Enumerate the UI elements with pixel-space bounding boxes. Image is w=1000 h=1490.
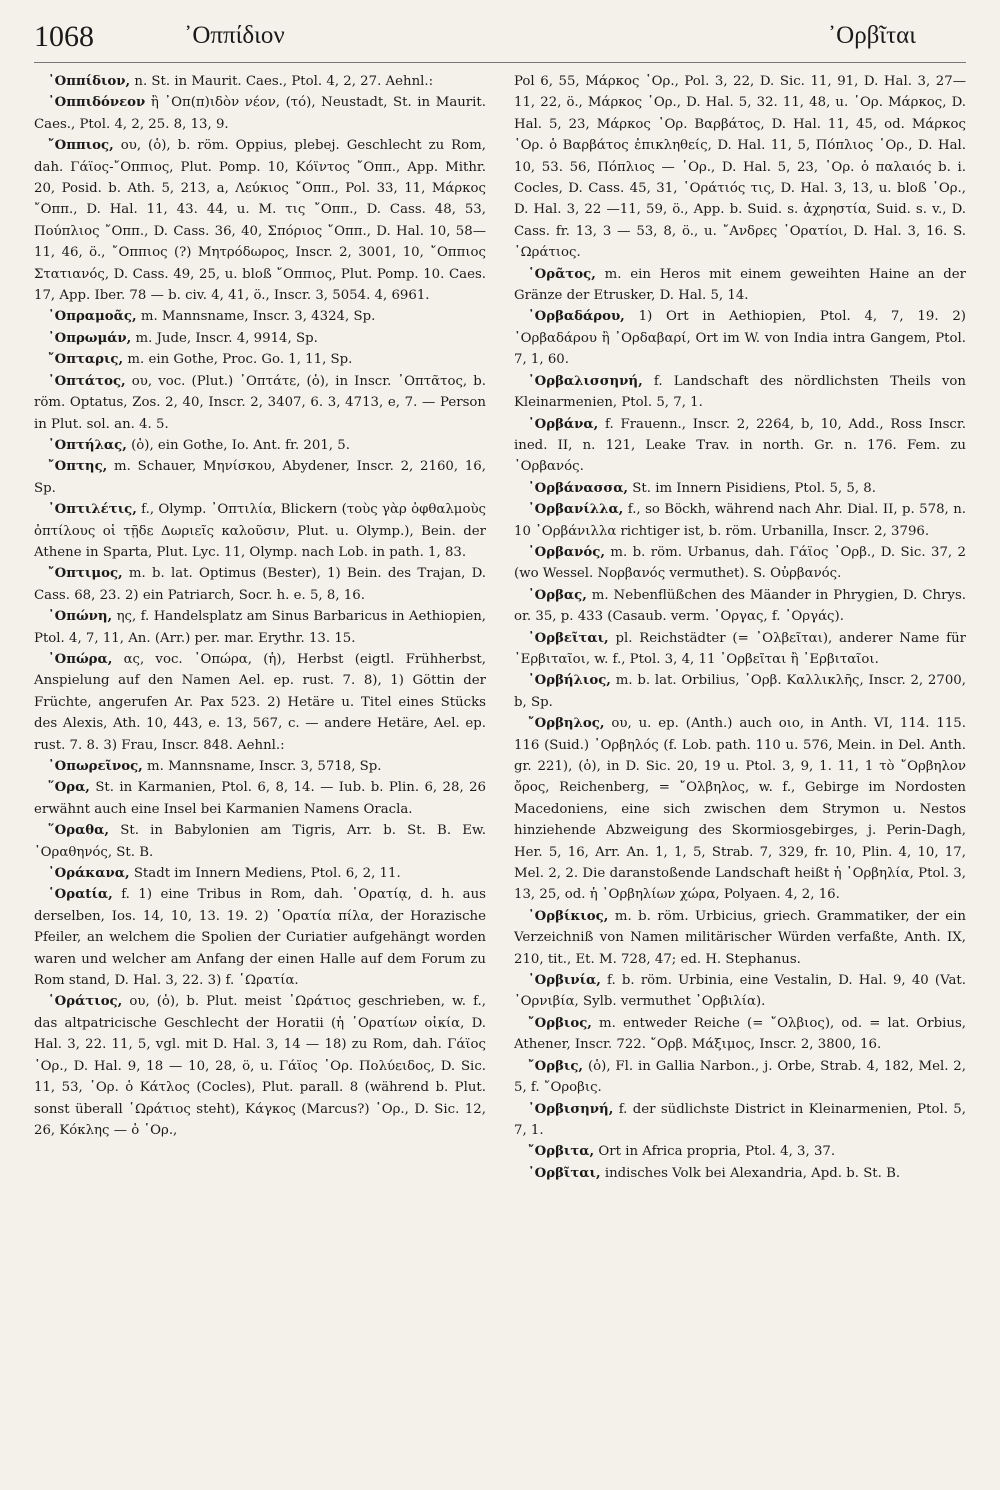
dictionary-entry — [34, 92, 486, 135]
dictionary-entry — [514, 1163, 966, 1184]
dictionary-entry — [34, 135, 486, 306]
entry-headword: ᾽Ορβῖται, — [528, 1165, 601, 1181]
entry-headword: ῎Οππιος, — [48, 138, 114, 154]
dictionary-entry — [514, 1141, 966, 1162]
entry-headword: ῎Ορβις, — [528, 1058, 584, 1074]
entry-text: 1) Ort in Aethiopien, Ptol. 4, 7, 19. 2) ᾽Ορβαδάρου ἢ ᾽Ορδαβαρί, Ort im W. von India intra Gangem, Ptol. 7, 1, 60. — [514, 309, 966, 368]
entry-headword: ᾽Οπώνη, — [48, 609, 113, 625]
entry-headword: ῎Ορβιτα, — [528, 1144, 595, 1160]
dictionary-entry — [514, 1013, 966, 1056]
entry-text: m. b. lat. Orbilius, ᾽Ορβ. Καλλικλῆς, Inscr. 2, 2700, b, Sp. — [514, 673, 966, 710]
entry-headword: ῾Οράτιος, — [48, 994, 123, 1010]
dictionary-entry — [514, 478, 966, 499]
dictionary-entry — [514, 970, 966, 1013]
entry-text: m. b. röm. Urbicius, griech. Grammatiker, der ein Verzeichniß von Namen militärischer Würden verfaßte, Anth. IX, 210, tit., Et. M. 728, 47; ed. H. Stephanus. — [514, 908, 966, 967]
entry-headword: ῎Οπτιμος, — [48, 566, 123, 582]
entry-headword: ᾽Οπτήλας, — [48, 437, 127, 453]
dictionary-entry — [514, 71, 966, 264]
entry-text: n. St. in Maurit. Caes., Ptol. 4, 2, 27. Aehnl.: — [130, 74, 434, 89]
entry-text: m. ein Gothe, Proc. Go. 1, 11, Sp. — [123, 352, 353, 368]
entry-headword: ᾽Ορβανός, — [528, 544, 605, 560]
dictionary-entry — [514, 585, 966, 628]
entry-headword: ᾽Ορβεῖται, — [528, 630, 609, 646]
dictionary-entry — [34, 863, 486, 884]
dictionary-entry — [34, 884, 486, 991]
entry-text: pl. Reichstädter (= ᾽Ολβεῖται), anderer Name für ᾽Ερβιταῖοι, w. f., Ptol. 3, 4, 11 ᾽Ορβεῖται ἢ ᾽Ερβιταῖοι. — [514, 630, 966, 667]
right-running-headword: ᾽Ορβῖται — [827, 22, 916, 49]
entry-headword: ᾽Ορβάνασσα, — [528, 480, 629, 496]
dictionary-entry — [34, 349, 486, 370]
entry-text: f., so Böckh, während nach Ahr. Dial. II, p. 578, n. 10 ᾽Ορβάνιλλα richtiger ist, b. röm. Urbanilla, Inscr. 2, 3796. — [514, 502, 966, 539]
entry-headword: ῞Οραθα, — [48, 823, 110, 839]
dictionary-entry — [514, 542, 966, 585]
entry-headword: ῾Οραtία, — [48, 887, 113, 903]
entry-text: St. im Innern Pisidiens, Ptol. 5, 5, 8. — [628, 480, 876, 496]
entry-headword: ᾽Οπώρα, — [48, 651, 113, 667]
entry-text: ου, (ὁ), b. röm. Oppius, plebej. Geschlecht zu Rom, dah. Γάϊος-῎Οππιος, Plut. Pomp. 10, Κόϊντος ῎Οππ., App. Mithr. 20, Posid. b. Ath. 5, 213, a, Λεύκιος ῎Οππ., Pol. 33, 11, Μάρκος ῎Οππ., D. Hal. 11, 43. 44, u. M. τις ῎Οππ., D. Cass. 48, 53, Πούπλιος ῎Οππ., D. Cass. 36, 40, Σπόριος ῎Οππ., D. Hal. 10, 58—11, 46, ö., ῎Οππιος (?) Μητρόδωρος, Inscr. 2, 3001, 10, ῎Οππιος Στατιανός, D. Cass. 49, 25, u. bloß ῎Οππιος, Plut. Pomp. 10. Caes. 17, App. Iber. 78 — b. civ. 4, 41, ö., Inscr. 3, 5054. 4, 6961. — [34, 138, 486, 304]
dictionary-entry — [34, 499, 486, 563]
page-header — [34, 18, 966, 63]
entry-headword: ᾽Ορβας, — [528, 587, 587, 603]
entry-text: Pol 6, 55, Μάρκος ῾Ορ., Pol. 3, 22, D. Sic. 11, 91, D. Hal. 3, 27—11, 22, ö., Μάρκος ῾Ορ., D. Hal. 5, 32. 11, 48, u. ῾Ορ. Μάρκος, D. Hal. 5, 23, Μάρκος ῾Ορ. Βαρβάτος, D. Hal. 11, 45, od. Μάρκος ῾Ορ. ὁ Βαρβάτος ἐπικληθείς, D. Hal. 11, 5, Πόπλιος ῾Ορ., D. Hal. 10, 53. 56, Πόπλιος — ῾Ορ., D. Hal. 5, 23, ῾Ορ. ὁ παλαιός b. i. Cocles, D. Cass. 45, 31, ῾Οράτιός τις, D. Hal. 3, 13, u. bloß ῾Ορ., D. Hal. 3, 22 —11, 59, ö., App. b. Suid. s. ἀχρηστία, Suid. s. v., D. Cass. fr. 13, 3 — 53, 8, ö., u. ῎Ανδρες ῾Ορατίοι, D. Hal. 3, 16. S. ῾Ωράτιος. — [514, 74, 966, 261]
dictionary-entry — [514, 628, 966, 671]
text-columns — [34, 71, 966, 1184]
dictionary-entry — [34, 328, 486, 349]
entry-headword: ᾽Ορβαδάρου, — [528, 309, 625, 325]
entry-text: indisches Volk bei Alexandria, Apd. b. St. B. — [600, 1165, 901, 1181]
entry-text: ου, voc. (Plut.) ᾽Οπτάτε, (ὁ), in Inscr. ᾽Οπτᾶτος, b. röm. Optatus, Zos. 2, 40, Inscr. 2, 3407, 6. 3, 4713, e, 7. — Person in Plut. sol. an. 4. 5. — [34, 373, 486, 432]
entry-headword: ῎Οπτης, — [48, 459, 108, 475]
entry-headword: ᾽Οππίδιον, — [48, 74, 131, 89]
entry-headword: ῎Οπταρις, — [48, 352, 124, 368]
dictionary-entry — [514, 1056, 966, 1099]
dictionary-entry — [34, 563, 486, 606]
entry-headword: ᾽Ορβίκιος, — [528, 908, 609, 924]
entry-text: m. Schauer, Μηνίσκου, Abydener, Inscr. 2, 2160, 16, Sp. — [34, 459, 486, 496]
left-column — [34, 71, 486, 1184]
dictionary-entry — [34, 456, 486, 499]
entry-headword: ᾽Ορβανίλλα, — [528, 502, 624, 518]
left-running-headword: ᾽Οππίδιον — [184, 22, 285, 49]
entry-text: (ὁ), Fl. in Gallia Narbon., j. Orbe, Strab. 4, 182, Mel. 2, 5, f. ῎Οροβις. — [514, 1058, 966, 1096]
entry-headword: ῎Ορβηλος, — [528, 716, 605, 732]
dictionary-entry — [514, 906, 966, 970]
entry-headword: ᾽Οπρωμάν, — [48, 330, 132, 346]
entry-text: f. der südlichste District in Kleinarmenien, Ptol. 5, 7, 1. — [514, 1101, 966, 1138]
entry-text: m. ein Heros mit einem geweihten Haine an der Gränze der Etrusker, D. Hal. 5, 14. — [514, 266, 966, 304]
entry-text: m. b. lat. Optimus (Bester), 1) Bein. des Trajan, D. Cass. 68, 23. 2) ein Patriarch, Socr. h. e. 5, 8, 16. — [34, 566, 486, 603]
entry-headword: ᾽Οππιδόνεον — [48, 95, 146, 111]
entry-text: (ὁ), ein Gothe, Io. Ant. fr. 201, 5. — [126, 437, 350, 453]
dictionary-entry — [34, 777, 486, 820]
dictionary-entry — [34, 991, 486, 1141]
dictionary-entry — [34, 71, 486, 92]
dictionary-entry — [34, 649, 486, 756]
entry-text: St. in Karmanien, Ptol. 6, 8, 14. — Iub. b. Plin. 6, 28, 26 erwähnt auch eine Insel bei Karmanien Namens Oracla. — [34, 780, 486, 817]
entry-headword: ᾽Ορβινία, — [528, 973, 601, 989]
dictionary-entry — [514, 371, 966, 414]
dictionary-entry — [514, 713, 966, 906]
entry-text: Ort in Africa propria, Ptol. 4, 3, 37. — [594, 1144, 836, 1160]
entry-headword: ᾽Οράκανα, — [48, 866, 130, 882]
entry-headword: ᾽Οπτιλέτις, — [48, 502, 137, 518]
entry-text: m. Mannsname, Inscr. 3, 5718, Sp. — [142, 759, 382, 774]
page-number: 1068 — [34, 20, 94, 53]
entry-headword: ῾Ορᾶτος, — [528, 266, 596, 282]
dictionary-entry — [34, 820, 486, 863]
entry-text: f. Landschaft des nördlichsten Theils von Kleinarmenien, Ptol. 5, 7, 1. — [514, 373, 966, 411]
dictionary-entry — [34, 306, 486, 327]
entry-text: ου, u. ep. (Anth.) auch οιο, in Anth. VI, 114. 115. 116 (Suid.) ᾽Ορβηλός (f. Lob. path. 110 u. 576, Mein. in Del. Anth. gr. 221), (ὁ), in D. Sic. 20, 19 u. Ptol. 3, 9, 1. 11, 1 τὸ ῎Ορβηλον ὄρος, Reichenberg, = ῎Ολβηλος, w. f., Gebirge im Nordosten Macedoniens, eine sich zwischen dem Strymon u. Nestos hinziehende Abzweigung des Skormiosgebirges, j. Perin-Dagh, Her. 5, 16, Arr. An. 1, 1, 5, Strab. 7, 329, fr. 10, Plin. 4, 10, 17, Mel. 2, 2. Die daranstoßende Landschaft heißt ἡ ᾽Ορβηλία, Ptol. 3, 13, 25, od. ἡ ᾽Ορβηλίων χώρα, Polyaen. 4, 2, 16. — [514, 716, 966, 903]
entry-text: ας, voc. ᾽Οπώρα, (ἡ), Herbst (eigtl. Frühherbst, Anspielung auf den Namen Ael. ep. rust. 7. 8), 1) Göttin der Früchte, angerufen Ar. Pax 523. 2) Hetäre u. Titel eines Stücks des Alexis, Ath. 10, 443, e. 13, 567, c. — andere Hetäre, Ael. ep. rust. 7. 8. 3) Frau, Inscr. 848. Aehnl.: — [34, 651, 486, 753]
dictionary-entry — [514, 1099, 966, 1142]
entry-headword: ᾽Οπραμοᾶς, — [48, 309, 137, 325]
entry-text: Stadt im Innern Mediens, Ptol. 6, 2, 11. — [129, 866, 401, 882]
dictionary-entry — [514, 264, 966, 307]
entry-headword: ῎Ορβιος, — [528, 1015, 592, 1031]
entry-text: m. Jude, Inscr. 4, 9914, Sp. — [131, 330, 318, 346]
entry-headword: ᾽Ορβάνα, — [528, 416, 599, 432]
entry-headword: ῞Ορα, — [48, 780, 90, 796]
entry-text: f. b. röm. Urbinia, eine Vestalin, D. Hal. 9, 40 (Vat. ᾽Ορνιβία, Sylb. vermuthet ᾽Ορβιλία). — [514, 973, 966, 1010]
right-column — [514, 71, 966, 1184]
entry-headword: ᾽Ορβήλιος, — [528, 673, 611, 689]
entry-text: ἢ ᾽Οπ(π)ιδὸν νέον, (τό), Neustadt, St. in Maurit. Caes., Ptol. 4, 2, 25. 8, 13, 9. — [34, 95, 486, 132]
entry-headword: ᾽Ορβαλισσηνή, — [528, 373, 643, 389]
entry-headword: ᾽Οπτάτος, — [48, 373, 126, 389]
entry-text: m. Nebenflüßchen des Mäander in Phrygien, D. Chrys. or. 35, p. 433 (Casaub. verm. ᾽Οργας, f. ᾽Οργάς). — [514, 587, 966, 625]
entry-text: m. Mannsname, Inscr. 3, 4324, Sp. — [136, 309, 376, 325]
entry-text: m. entweder Reiche (= ῎Ολβιος), od. = lat. Orbius, Athener, Inscr. 722. ῎Ορβ. Μάξιμος, Inscr. 2, 3800, 16. — [514, 1015, 966, 1053]
dictionary-entry — [34, 371, 486, 435]
entry-text: f., Olymp. ᾽Οπτιλία, Blickern (τοὺς γὰρ ὀφθαλμοὺς ὀπτίλους οἱ τῇδε Δωριεῖς καλοῦσιν, Plut. u. Olymp.), Bein. der Athene in Sparta, Plut. Lyc. 11, Olymp. nach Lob. in path. 1, 83. — [34, 502, 486, 560]
entry-text: m. b. röm. Urbanus, dah. Γάϊος ᾽Ορβ., D. Sic. 37, 2 (wo Wessel. Νορβανός vermuthet). S. Οὐρβανός. — [514, 544, 966, 582]
dictionary-entry — [514, 499, 966, 542]
dictionary-entry — [34, 435, 486, 456]
entry-text: ης, f. Handelsplatz am Sinus Barbaricus in Aethiopien, Ptol. 4, 7, 11, An. (Arr.) per. mar. Erythr. 13. 15. — [34, 609, 486, 646]
entry-text: ου, (ὁ), b. Plut. meist ῾Ωράτιος geschrieben, w. f., das altpatricische Geschlecht der Horatii (ἡ ῾Ορατίων οἰκία, D. Hal. 3, 22. 11, 5, vgl. mit D. Hal. 3, 14 — 18) zu Rom, dah. Γάϊος ῾Ορ., D. Hal. 9, 18 — 10, 28, ö, u. Γάϊος ῾Ορ. Πολύειδος, D. Sic. 11, 53, ῾Ορ. ὁ Κάτλος (Cocles), Plut. parall. 8 (während b. Plut. sonst überall ῾Ωράτιος steht), Κάγκος (Marcus?) ῾Ορ., D. Sic. 12, 26, Κόκλης — ὁ ῾Ορ., — [34, 994, 486, 1138]
dictionary-entry — [34, 606, 486, 649]
entry-text: f. Frauenn., Inscr. 2, 2264, b, 10, Add., Ross Inscr. ined. II, n. 121, Leake Trav. in north. Gr. n. 176. Fem. zu ᾽Ορβανός. — [514, 416, 966, 475]
entry-text: f. 1) eine Tribus in Rom, dah. ῾Ορατίᾳ, d. h. aus derselben, Ios. 14, 10, 13. 19. 2) ῾Ορατία πίλα, der Horazische Pfeiler, an welchem die Spolien der Curiatier aufgehängt worden waren und welcher am Anfang der einen Halle auf dem Forum zu Rom stand, D. Hal. 3, 22. 3) f. ῾Ωρατία. — [34, 887, 486, 989]
dictionary-entry — [34, 756, 486, 777]
entry-headword: ᾽Οπωρεῖνος, — [48, 759, 143, 774]
entry-text: St. in Babylonien am Tigris, Arr. b. St. B. Ew. ᾽Οραθηνός, St. B. — [34, 823, 486, 860]
dictionary-entry — [514, 306, 966, 370]
dictionary-entry — [514, 670, 966, 713]
dictionary-entry — [514, 414, 966, 478]
entry-headword: ᾽Ορβισηνή, — [528, 1101, 614, 1117]
